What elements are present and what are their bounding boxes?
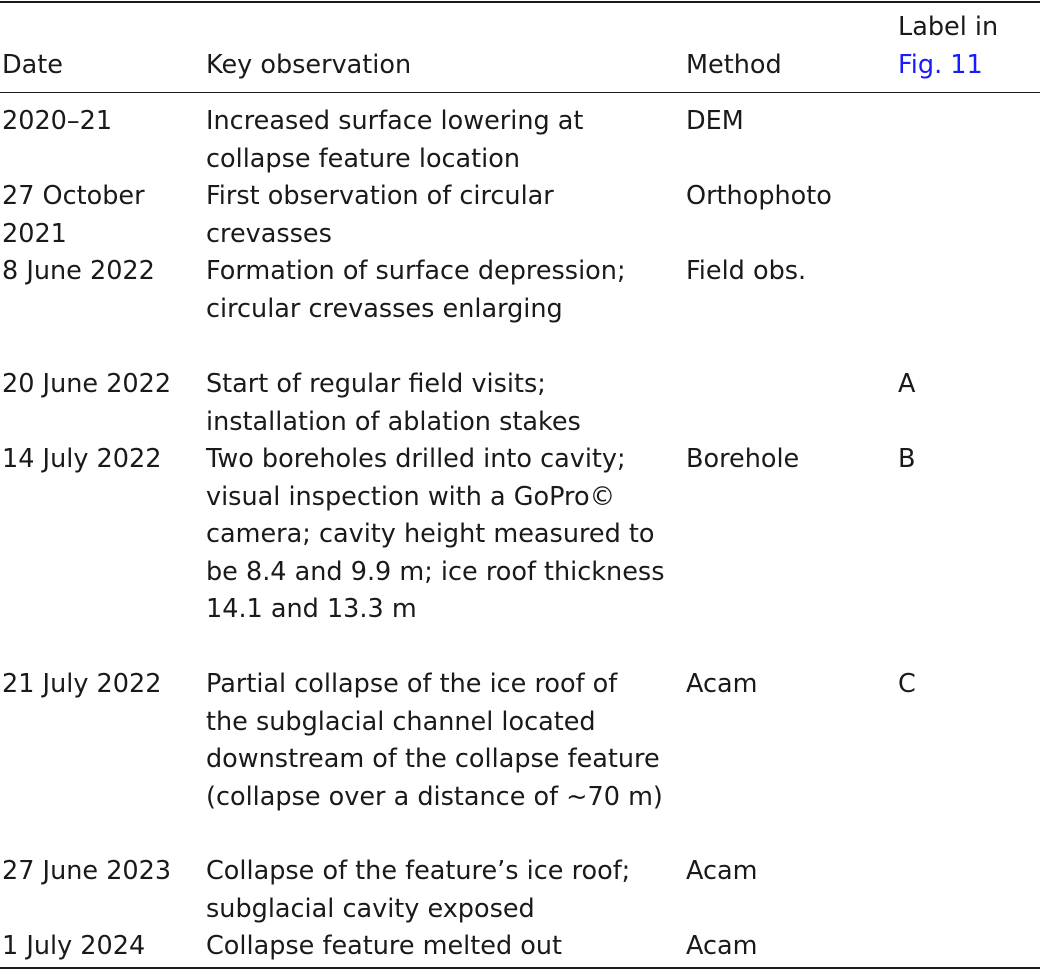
row-date: 14 July 2022 bbox=[2, 444, 162, 474]
row-date: 8 June 2022 bbox=[2, 256, 155, 286]
table-header-rule bbox=[0, 92, 1040, 93]
row-date: 27 October 2021 bbox=[2, 181, 145, 249]
row-method: DEM bbox=[686, 106, 744, 136]
header-date: Date bbox=[2, 50, 63, 80]
row-date: 2020–21 bbox=[2, 106, 113, 136]
header-observation: Key observation bbox=[206, 50, 412, 80]
row-observation: Formation of surface depression; circular crevasses enlarging bbox=[206, 256, 626, 324]
row-observation: Increased surface lowering at collapse feature location bbox=[206, 106, 584, 174]
row-label: B bbox=[898, 444, 916, 474]
row-method: Field obs. bbox=[686, 256, 807, 286]
row-method: Acam bbox=[686, 931, 758, 961]
row-method: Borehole bbox=[686, 444, 800, 474]
row-observation: Start of regular field visits; installation of ablation stakes bbox=[206, 369, 581, 437]
row-observation: Two boreholes drilled into cavity; visual inspection with a GoPro© camera; cavity height measured to be 8.4 and 9.9 m; ice roof thickness 14.1 and 13.3 m bbox=[206, 444, 665, 624]
row-date: 20 June 2022 bbox=[2, 369, 172, 399]
row-observation: Partial collapse of the ice roof of the subglacial channel located downstream of the collapse feature (collapse over a distance of ∼70 m) bbox=[206, 669, 663, 812]
row-observation: First observation of circular crevasses bbox=[206, 181, 554, 249]
table-top-rule bbox=[0, 1, 1040, 3]
header-method: Method bbox=[686, 50, 782, 80]
row-method: Acam bbox=[686, 856, 758, 886]
row-method: Orthophoto bbox=[686, 181, 832, 211]
row-date: 21 July 2022 bbox=[2, 669, 162, 699]
row-observation: Collapse feature melted out bbox=[206, 931, 562, 961]
header-label bbox=[898, 9, 1038, 84]
figure-11-link[interactable]: Fig. 11 bbox=[898, 49, 983, 80]
row-date: 27 June 2023 bbox=[2, 856, 172, 886]
row-method: Acam bbox=[686, 669, 758, 699]
row-label: C bbox=[898, 669, 916, 699]
header-label-prefix: Label in bbox=[898, 12, 999, 42]
row-label: A bbox=[898, 369, 916, 399]
table-bottom-rule bbox=[0, 967, 1040, 969]
row-observation: Collapse of the feature’s ice roof; subglacial cavity exposed bbox=[206, 856, 631, 924]
row-date: 1 July 2024 bbox=[2, 931, 146, 961]
